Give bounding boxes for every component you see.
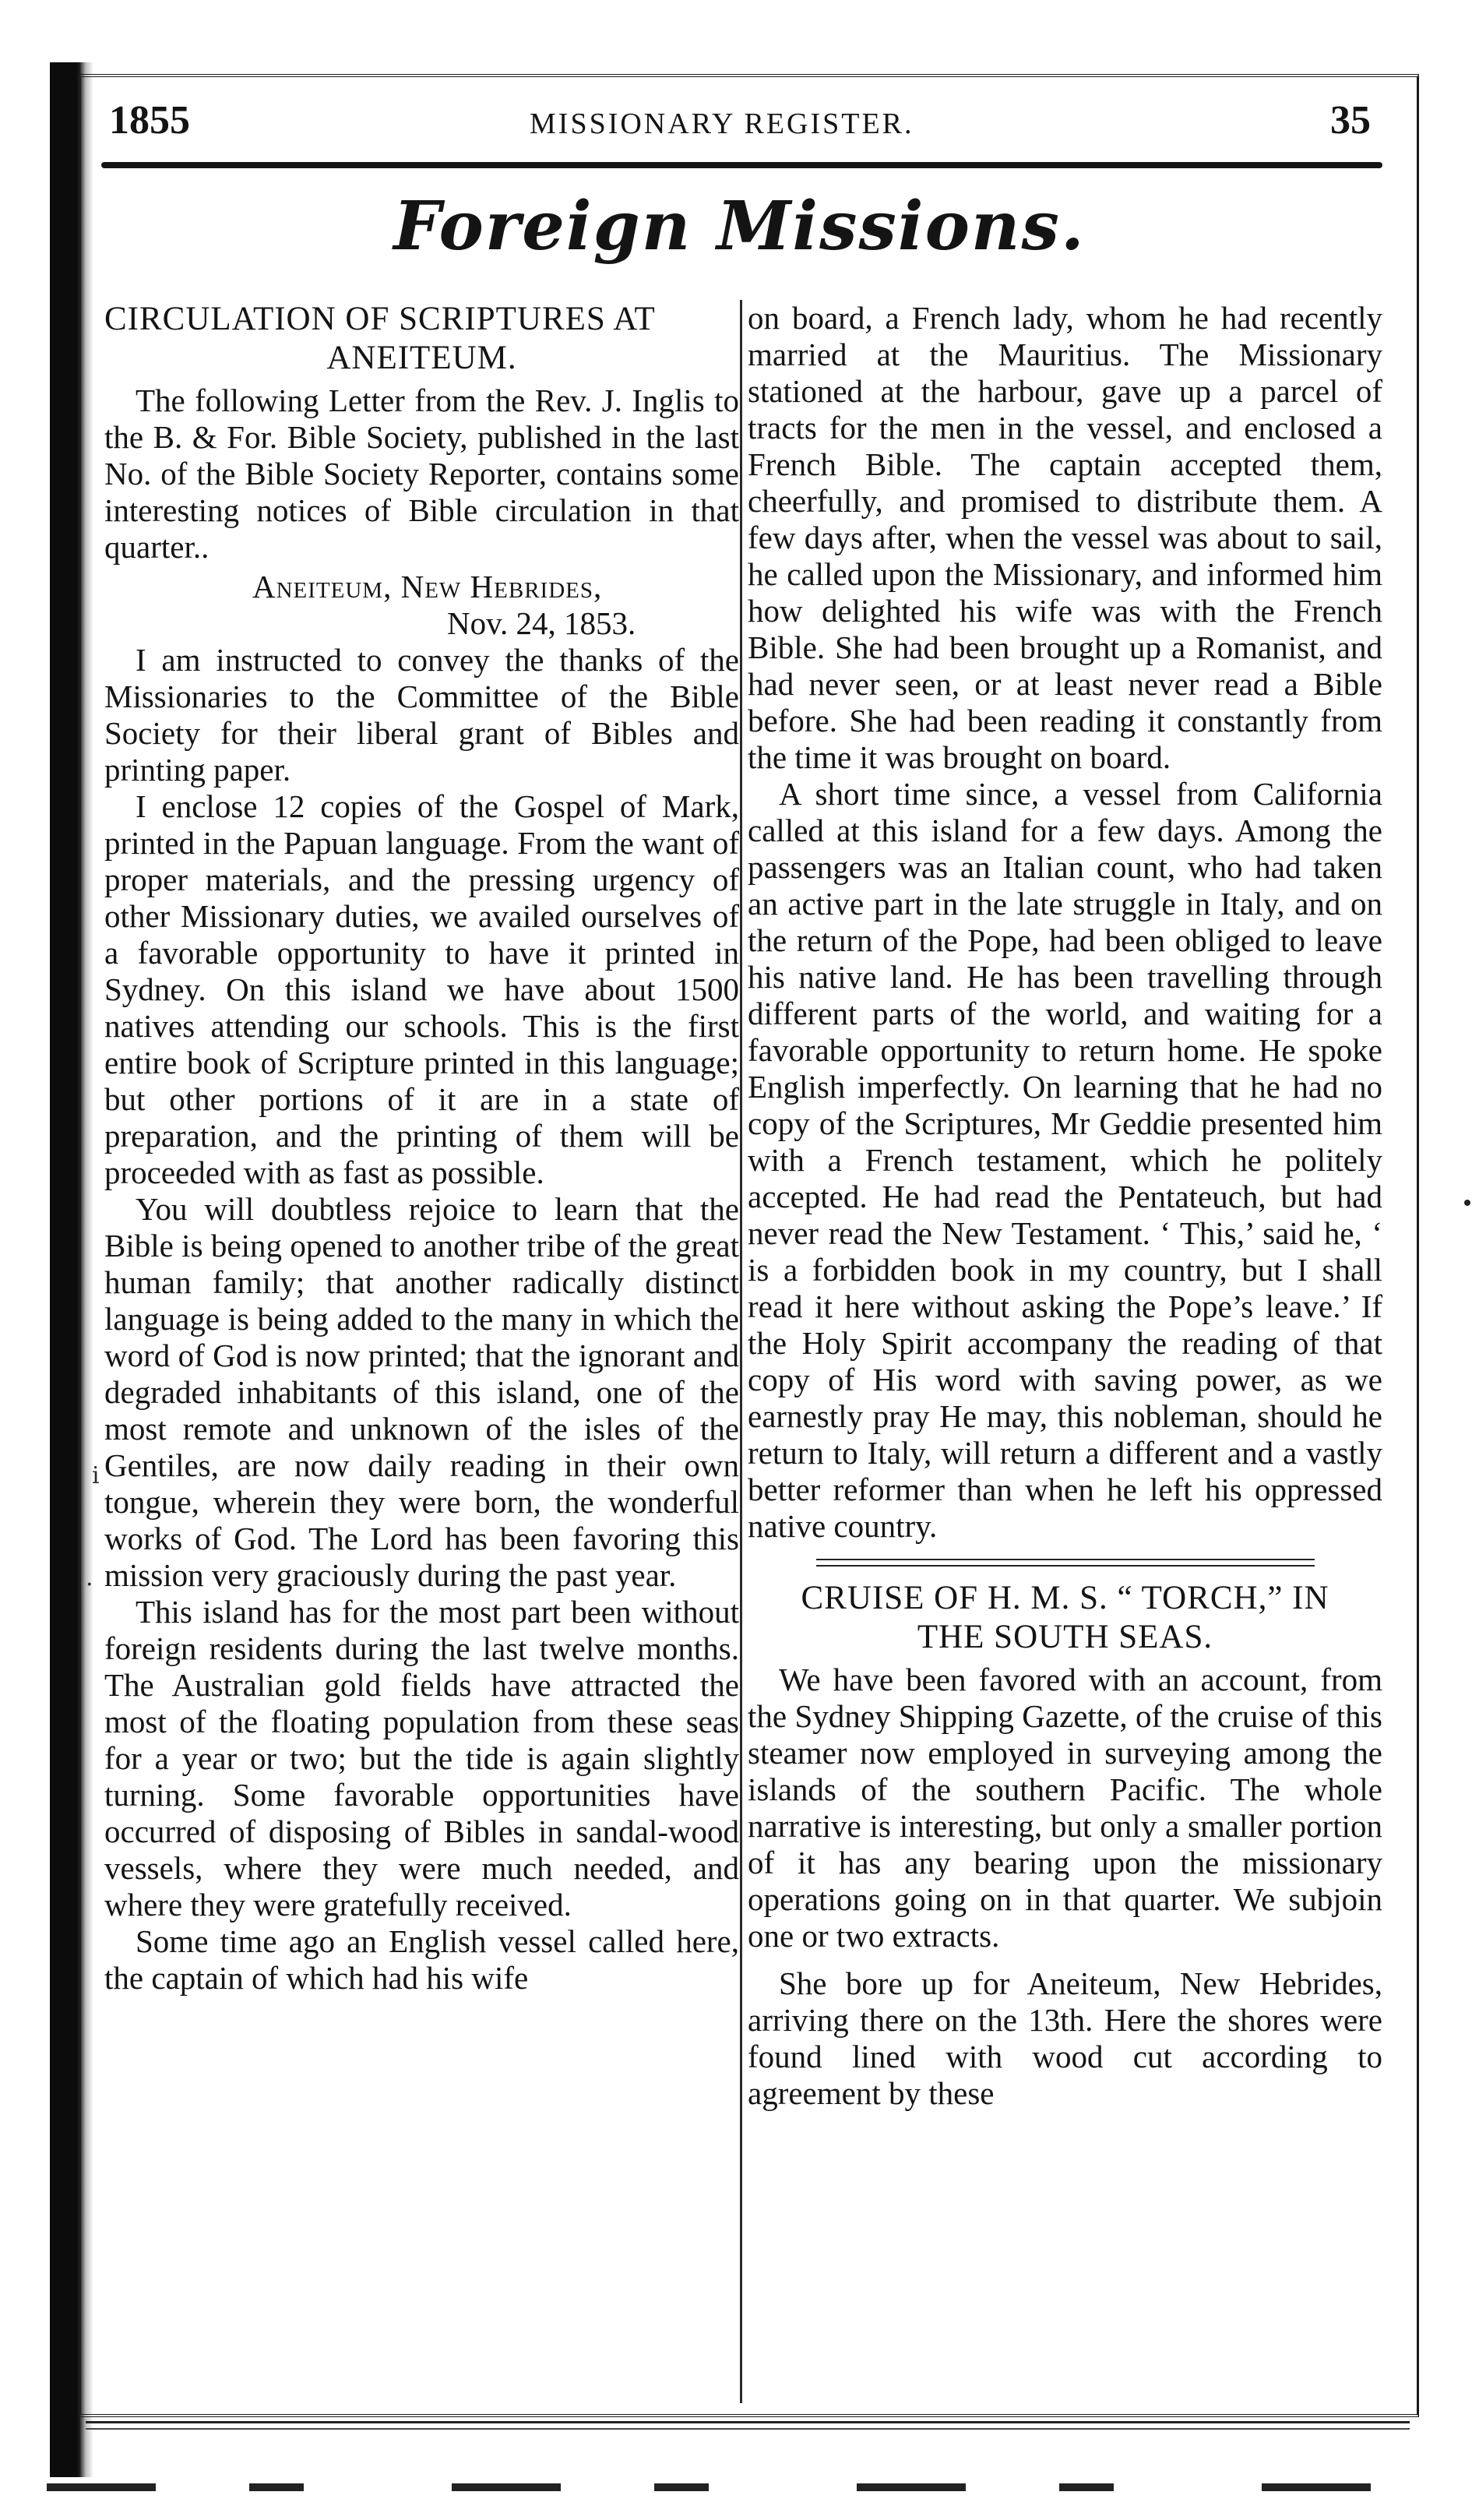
right-column (748, 300, 1382, 2112)
article2-title-line2: THE SOUTH SEAS. (917, 1619, 1213, 1655)
article2-paragraph-2: She bore up for Aneiteum, New Hebrides, arriving there on the 13th. Here the shores were found lined with wood cut according to agreement by these (748, 1965, 1382, 2111)
letter-date: Nov. 24, 1853. (447, 605, 636, 641)
article2-paragraph-1: We have been favored with an account, from the Sydney Shipping Gazette, of the cruise of this steamer now employed in surveying among the islands of the southern Pacific. The whole narrative is interesting, but only a smaller portion of it has any bearing upon the missionary operations going on in that quarter. We subjoin one or two extracts. (748, 1662, 1382, 1954)
letter-paragraph-4: This island has for the most part been without foreign residents during the last twelve months. The Australian gold fields have attracted the most of the floating population from these seas for a year or two; but the tide is again slightly turning. Some favorable opportunities have occurred of disposing of Bibles in sandal-wood vessels, where they were much needed, and where they were gratefully received. (104, 1594, 739, 1923)
column-divider (740, 300, 742, 2403)
article-title-line1: CIRCULATION OF SCRIPTURES AT (104, 301, 656, 337)
article-title (748, 1579, 1382, 1657)
stray-dot (1464, 1200, 1470, 1206)
footer-fragment-rule (47, 2483, 1433, 2491)
left-column (104, 300, 739, 1997)
article-separator (816, 1559, 1315, 1567)
letter-paragraph-5: Some time ago an English vessel called here, the captain of which had his wife (104, 1923, 739, 1996)
article-title (104, 300, 739, 378)
header-rule (101, 162, 1382, 168)
letter-continuation: on board, a French lady, whom he had recently married at the Mauritius. The Missionary stationed at the harbour, gave up a parcel of tracts for the men in the vessel, and enclosed a French Bible. The captain accepted them, cheerfully, and promised to distribute them. A few days after, when the vessel was about to sail, he called upon the Missionary, and informed him how delighted his wife was with the French Bible. She had been brought up a Romanist, and had never seen, or at least never read a Bible before. She had been reading it constantly from the time it was brought on board. (748, 300, 1382, 775)
page-number: 35 (1330, 98, 1371, 143)
article-title-line2: ANEITEUM. (326, 340, 517, 376)
section-title: Foreign Missions. (393, 187, 1086, 266)
running-header (101, 90, 1386, 160)
bottom-rule (86, 2421, 1410, 2430)
letter-paragraph-2: I enclose 12 copies of the Gospel of Mark, printed in the Papuan language. From the want of proper materials, and the pressing urgency of other Missionary duties, we availed ourselves of a favorable opportunity to have it printed in Sydney. On this island we have about 1500 natives attending our schools. This is the first entire book of Scripture printed in this language; but other portions of it are in a state of preparation, and the printing of them will be proceeded with as fast as possible. (104, 788, 739, 1190)
letter-paragraph-3: You will doubtless rejoice to learn that the Bible is being opened to another tribe of the great human family; that another radically distinct language is being added to the many in which the word of God is now printed; that the ignorant and degraded inhabitants of this island, one of the most remote and unknown of the isles of the Gentiles, are now daily reading in their own tongue, wherein they were born, the wonderful works of God. The Lord has been favoring this mission very graciously during the past year. (104, 1191, 739, 1593)
header-title: MISSIONARY REGISTER. (530, 107, 914, 140)
article-intro: The following Letter from the Rev. J. Inglis to the B. & For. Bible Society, published in the last No. of the Bible Society Reporter, contains some interesting notices of Bible circulation in that quarter.. (104, 382, 739, 565)
edge-fragment: i (92, 1462, 100, 1489)
letter-paragraph-6: A short time since, a vessel from California called at this island for a few days. Among the passengers was an Italian count, who had taken an active part in the late struggle in Italy, and on the return of the Pope, had been obliged to leave his native land. He has been travelling through different parts of the world, and waiting for a favorable opportunity to return home. He spoke English imperfectly. On learning that he had no copy of the Scriptures, Mr Geddie presented him with a French testament, which he politely accepted. He had read the Pentateuch, but had never read the New Testament. ‘ This,’ said he, ‘ is a forbidden book in my country, but I shall read it here without asking the Pope’s leave.’ If the Holy Spirit accompany the reading of that copy of His word with saving power, as we earnestly pray He may, this nobleman, should he return to Italy, will return a different and a vastly better reformer than when he left his oppressed native country. (748, 776, 1382, 1544)
letter-dateline (104, 569, 739, 642)
edge-fragment: · (86, 1571, 93, 1598)
letter-place: Aneiteum, New Hebrides, (252, 569, 603, 604)
article2-title-line1: CRUISE OF H. M. S. “ TORCH,” IN (801, 1580, 1329, 1616)
header-year: 1855 (109, 98, 190, 143)
letter-paragraph-1: I am instructed to convey the thanks of the Missionaries to the Committee of the Bible Society for their liberal grant of Bibles and printing paper. (104, 642, 739, 788)
